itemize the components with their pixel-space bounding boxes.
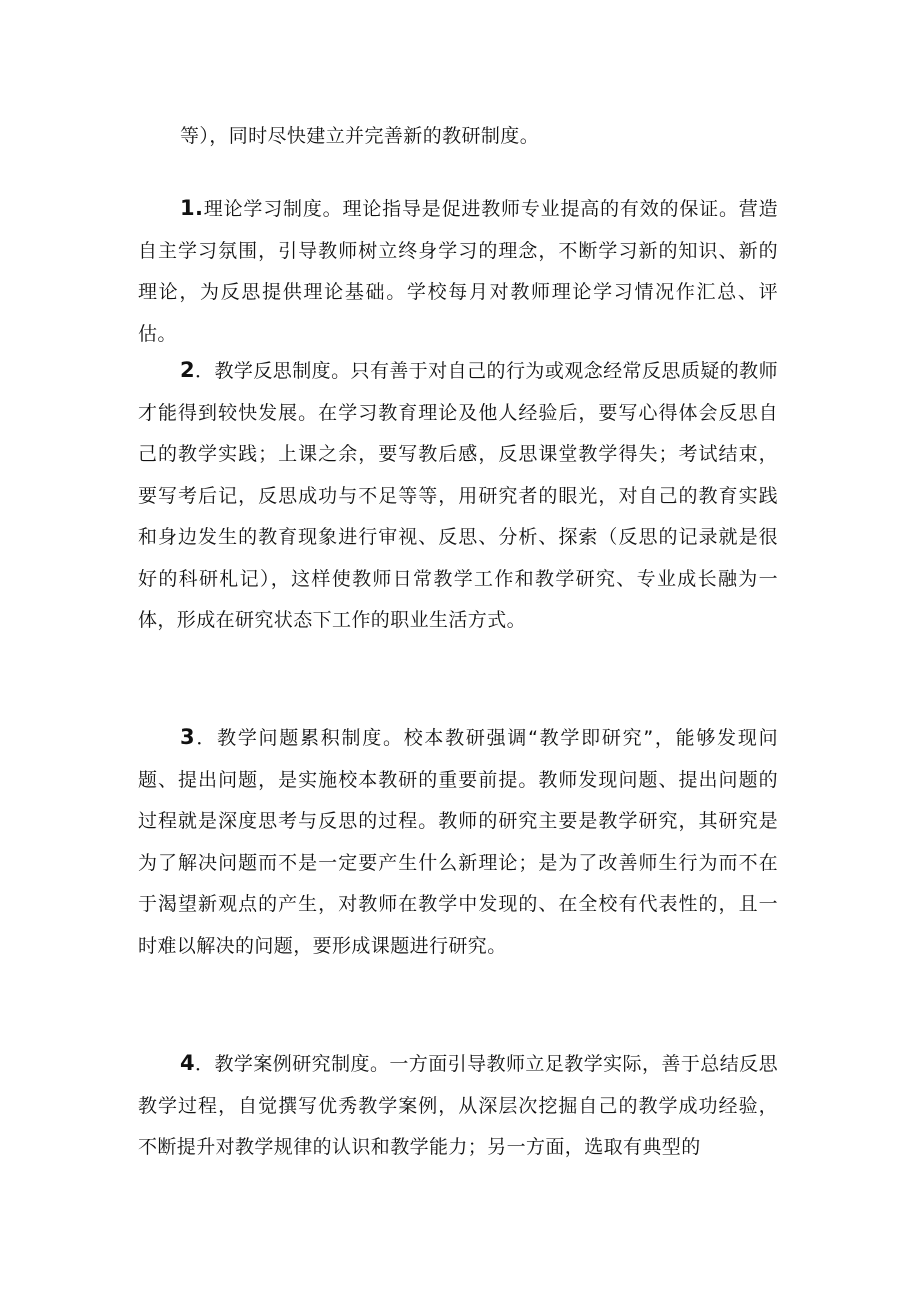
paragraph-text: 等），同时尽快建立并完善新的教研制度。 (180, 125, 540, 147)
paragraph-continuation (138, 115, 778, 158)
paragraph-theory-study (138, 188, 778, 355)
paragraph-number: 3 (180, 725, 196, 749)
paragraph-problem-accumulation (138, 717, 778, 967)
paragraph-text: ．教学问题累积制度。校本教研强调“教学即研究”，能够发现问题、提出问题，是实施校本教研的重要前提。教师发现问题、提出问题的过程就是深度思考与反思的过程。教师的研究主要是教学研究，其研究是为了解决问题而不是一定要产生什么新理论；是为了改善师生行为而不在于渴望新观点的产生，对教师在教学中发现的、在全校有代表性的，且一时难以解决的问题，要形成课题进行研究。 (138, 727, 778, 957)
paragraph-text: ．教学案例研究制度。一方面引导教师立足教学实际，善于总结反思教学过程，自觉撰写优秀教学案例，从深层次挖掘自己的教学成功经验，不断提升对教学规律的认识和教学能力；另一方面，选取有典型的 (138, 1053, 778, 1158)
paragraph-text: ．教学反思制度。只有善于对自己的行为或观念经常反思质疑的教师才能得到较快发展。在学习教育理论及他人经验后，要写心得体会反思自己的教学实践；上课之余，要写教后感，反思课堂教学得失；考试结束，要写考后记，反思成功与不足等等，用研究者的眼光，对自己的教育实践和身边发生的教育现象进行审视、反思、分析、探索（反思的记录就是很好的科研札记），这样使教师日常教学工作和教学研究、专业成长融为一体，形成在研究状态下工作的职业生活方式。 (138, 360, 778, 631)
paragraph-number: 2 (180, 358, 196, 382)
paragraph-case-study (138, 1043, 778, 1169)
paragraph-number: 1. (180, 196, 204, 220)
paragraph-text: 理论学习制度。理论指导是促进教师专业提高的有效的保证。营造自主学习氛围，引导教师树立终身学习的理念，不断学习新的知识、新的理论，为反思提供理论基础。学校每月对教师理论学习情况作汇总、评估。 (138, 198, 778, 345)
paragraph-teaching-reflection (138, 350, 778, 642)
paragraph-number: 4 (180, 1051, 196, 1075)
